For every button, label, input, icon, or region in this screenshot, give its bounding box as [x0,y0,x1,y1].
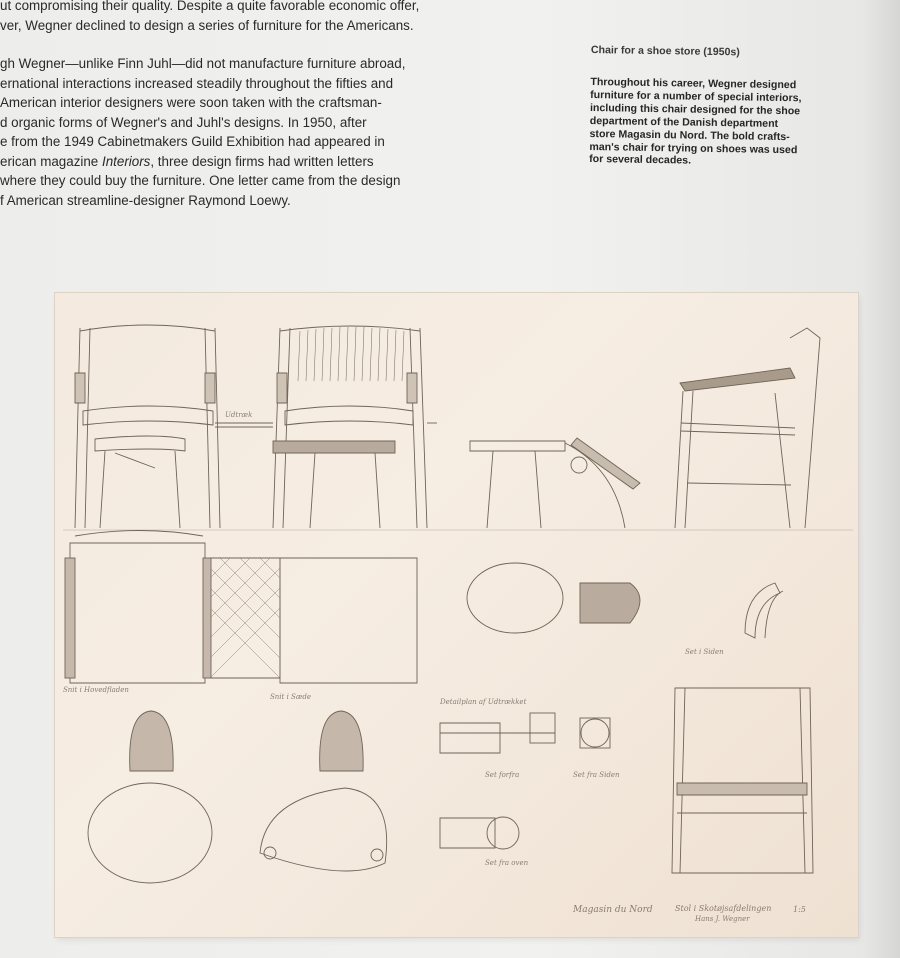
body-text-column [0,0,480,210]
label-udtrak: Udtræk [225,411,253,419]
plan-view-frame [65,531,417,684]
label-detail-top: Set fra oven [485,859,529,867]
designer-signature: Hans J. Wegner [695,915,750,923]
seat-pad-2 [260,711,387,871]
footrest-side-view [470,438,640,528]
caption-line: including this chair designed for the shoe [589,101,801,118]
page-shadow [862,0,900,958]
caption-title: Chair for a shoe store (1950s) [590,44,740,59]
caption-line: Throughout his career, Wegner designed [590,75,797,92]
caption-line: for several decades. [589,153,692,168]
back-view-chair [672,688,813,873]
footrest-detail-views [440,713,610,849]
label-arm: Set i Siden [685,648,724,656]
caption-line: man's chair for trying on shoes was used [589,140,798,156]
seat-pad-1 [88,711,212,883]
label-detail-front: Set forfra [485,771,520,779]
caption-line: store Magasin du Nord. The bold crafts- [589,127,790,143]
technical-drawing-plate [55,293,858,937]
label-top-b: Snit i Sæde [270,693,312,701]
chair-drawing-svg [55,293,858,937]
body-line: American interior designers were soon taken with the craftsman- [0,95,382,110]
label-detail: Detailplan af Udtrækket [440,698,527,706]
body-text-segment: erican magazine [0,153,102,169]
caption-line: furniture for a number of special interiors, [590,88,802,105]
body-text-segment: , three design firms had written letters [150,153,374,169]
body-line: ut compromising their quality. Despite a quite favorable economic offer, [0,0,420,13]
caption-sidebar [589,44,853,170]
front-view-chair-2 [215,326,437,528]
magazine-title: Interiors [101,153,151,169]
caption-line: department of the Danish department [589,114,779,130]
body-line: where they could buy the furniture. One letter came from the design [0,173,401,188]
signature: Magasin du Nord [573,905,653,915]
arm-detail [745,583,783,638]
front-view-chair-1 [75,325,220,528]
body-line: e from the 1949 Cabinetmakers Guild Exhibition had appeared in [0,134,385,149]
body-line: gh Wegner—unlike Finn Juhl—did not manufacture furniture abroad, [0,56,406,71]
body-line: ver, Wegner declined to design a series of furniture for the Americans. [0,17,414,33]
body-line: d organic forms of Wegner's and Juhl's designs. In 1950, after [0,114,367,130]
body-line: f American streamline-designer Raymond Loewy. [0,192,291,208]
scale-label: 1:5 [793,905,806,914]
label-top-a: Snit i Hovedfladen [63,686,129,694]
body-line [0,152,480,172]
body-line: ernational interactions increased steadily throughout the fifties and [0,75,394,91]
label-detail-side: Set fra Siden [573,771,620,779]
footrest-plan-view [467,563,640,633]
title-block: Stol i Skotøjsafdelingen [675,904,772,913]
side-view-chair [675,328,820,528]
